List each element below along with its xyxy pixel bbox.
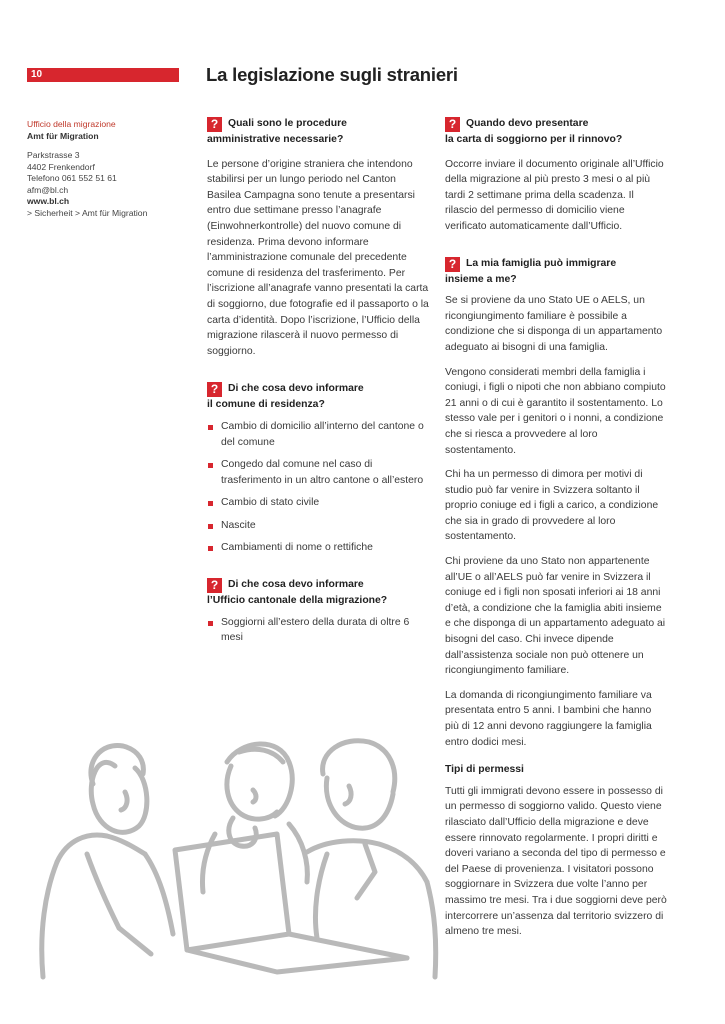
column-left bbox=[207, 116, 429, 653]
section-heading: Tipi di permessi bbox=[445, 764, 524, 776]
bullet-square-icon bbox=[208, 425, 213, 430]
bullet-square-icon bbox=[208, 546, 213, 551]
city-address: 4402 Frenkendorf bbox=[27, 161, 95, 172]
website-link[interactable]: www.bl.ch bbox=[27, 196, 70, 206]
answer-paragraph: Se si proviene da uno Stato UE o AELS, un ricongiungimento familiare è possibile a condizione che si disponga di un appartamento adeguato ai bisogni di una famiglia. bbox=[445, 295, 663, 353]
list-item: Nascite bbox=[207, 518, 429, 534]
bullet-list bbox=[207, 419, 429, 556]
bullet-list bbox=[207, 615, 429, 646]
question-heading: ? Quando devo presentare la carta di soggiorno per il rinnovo? bbox=[445, 117, 623, 145]
question-mark-icon: ? bbox=[207, 382, 222, 397]
bullet-square-icon bbox=[208, 621, 213, 626]
bullet-square-icon bbox=[208, 501, 213, 506]
list-item: Soggiorni all’estero della durata di oltre 6 mesi bbox=[207, 615, 429, 646]
meeting-sketch-illustration bbox=[27, 722, 442, 984]
page-title: La legislazione sugli stranieri bbox=[206, 64, 458, 85]
list-item: Cambio di stato civile bbox=[207, 495, 429, 511]
question-mark-icon: ? bbox=[207, 117, 222, 132]
list-item: Cambio di domicilio all’interno del cantone o del comune bbox=[207, 419, 429, 450]
question-mark-icon: ? bbox=[207, 578, 222, 593]
page-number: 10 bbox=[31, 69, 43, 80]
bullet-square-icon bbox=[208, 463, 213, 468]
question-heading: ? Di che cosa devo informare l’Ufficio cantonale della migrazione? bbox=[207, 578, 388, 607]
list-item: Congedo dal comune nel caso di trasferimento in un altro cantone o all’estero bbox=[207, 457, 429, 488]
question-mark-icon: ? bbox=[445, 117, 460, 132]
phone-number: Telefono 061 552 51 61 bbox=[27, 173, 117, 183]
street-address: Parkstrasse 3 bbox=[27, 150, 80, 160]
question-heading: ? Quali sono le procedure amministrative necessarie? bbox=[207, 117, 347, 145]
answer-paragraph: Tutti gli immigrati devono essere in possesso di un permesso di soggiorno valido. Questo viene rilasciato dall’Ufficio della migrazione e deve essere rinnovato regolarmente. I propri diritti e doveri variano a seconda del tipo di permesso e del Paese di provenienza. I visitatori possono soggiornare in Svizzera due volte l’anno per massimo tre mesi. Tra i due soggiorni deve però intercorrere un’assenza dal territorio svizzero di almeno tre mesi. bbox=[445, 785, 667, 938]
column-right bbox=[445, 116, 667, 940]
answer-paragraph: Le persone d’origine straniera che intendono stabilirsi per un lungo periodo nel Canton Basilea Campagna sono tenute a presentarsi entro due settimane presso l’anagrafe (Einwohnerkontrolle) del nuovo comune di residenza. Prima devono informare l’amministrazione comunale del precedente comune di residenza del trasferimento. Per l’iscrizione all’anagrafe vanno presentati la carta di soggiorno, due fotografie ed il passaporto o la carta d’identità. Dopo l’iscrizione, l’Ufficio della migrazione rilascerà il nuovo permesso di soggiorno. bbox=[207, 158, 429, 357]
list-item: Cambiamenti di nome o rettifiche bbox=[207, 540, 429, 556]
question-heading: ? La mia famiglia può immigrare insieme a me? bbox=[445, 256, 617, 285]
question-heading: ? Di che cosa devo informare il comune di residenza? bbox=[207, 382, 364, 411]
website-path: > Sicherheit > Amt für Migration bbox=[27, 207, 148, 218]
answer-paragraph: La domanda di ricongiungimento familiare va presentata entro 5 anni. I bambini che hanno più di 12 anni devono raggiungere la famiglia entro dodici mesi. bbox=[445, 689, 652, 748]
bullet-square-icon bbox=[208, 524, 213, 529]
email-link[interactable]: afm@bl.ch bbox=[27, 184, 69, 195]
office-name: Ufficio della migrazione bbox=[27, 119, 116, 129]
answer-paragraph: Chi proviene da uno Stato non appartenente all’UE o all’AELS può far venire in Svizzera il coniuge ed i figli non sposati inferiori ai 18 anni d’età, a condizione che la famiglia abiti insieme e che disponga di un appartamento adeguato ai bisogni del caso. Chi invece dipende dall’assistenza sociale non può ottenere un ricongiungimento familiare. bbox=[445, 556, 666, 677]
answer-paragraph: Chi ha un permesso di dimora per motivi di studio può far venire in Svizzera soltanto il proprio coniuge ed i figli a carico, a condizione che sia in grado di provvedere al loro sostentamento. bbox=[445, 469, 659, 543]
page-number-bar bbox=[27, 68, 179, 82]
office-name-de: Amt für Migration bbox=[27, 130, 99, 141]
contact-sidebar bbox=[27, 119, 177, 219]
question-mark-icon: ? bbox=[445, 257, 460, 272]
answer-paragraph: Occorre inviare il documento originale all’Ufficio della migrazione al più presto 3 mesi o al più tardi 2 settimane prima della scadenza. Il rilascio del permesso di domicilio viene verificato automaticamente dall’Ufficio. bbox=[445, 158, 664, 232]
answer-paragraph: Vengono considerati membri della famiglia i coniugi, i figli o nipoti che non abbiano compiuto 21 anni o di cui è garantito il sostentamento. Lo stesso vale per i genitori o i nonni, a condizione che si riesca a provvedere al loro sostentamento. bbox=[445, 366, 666, 456]
